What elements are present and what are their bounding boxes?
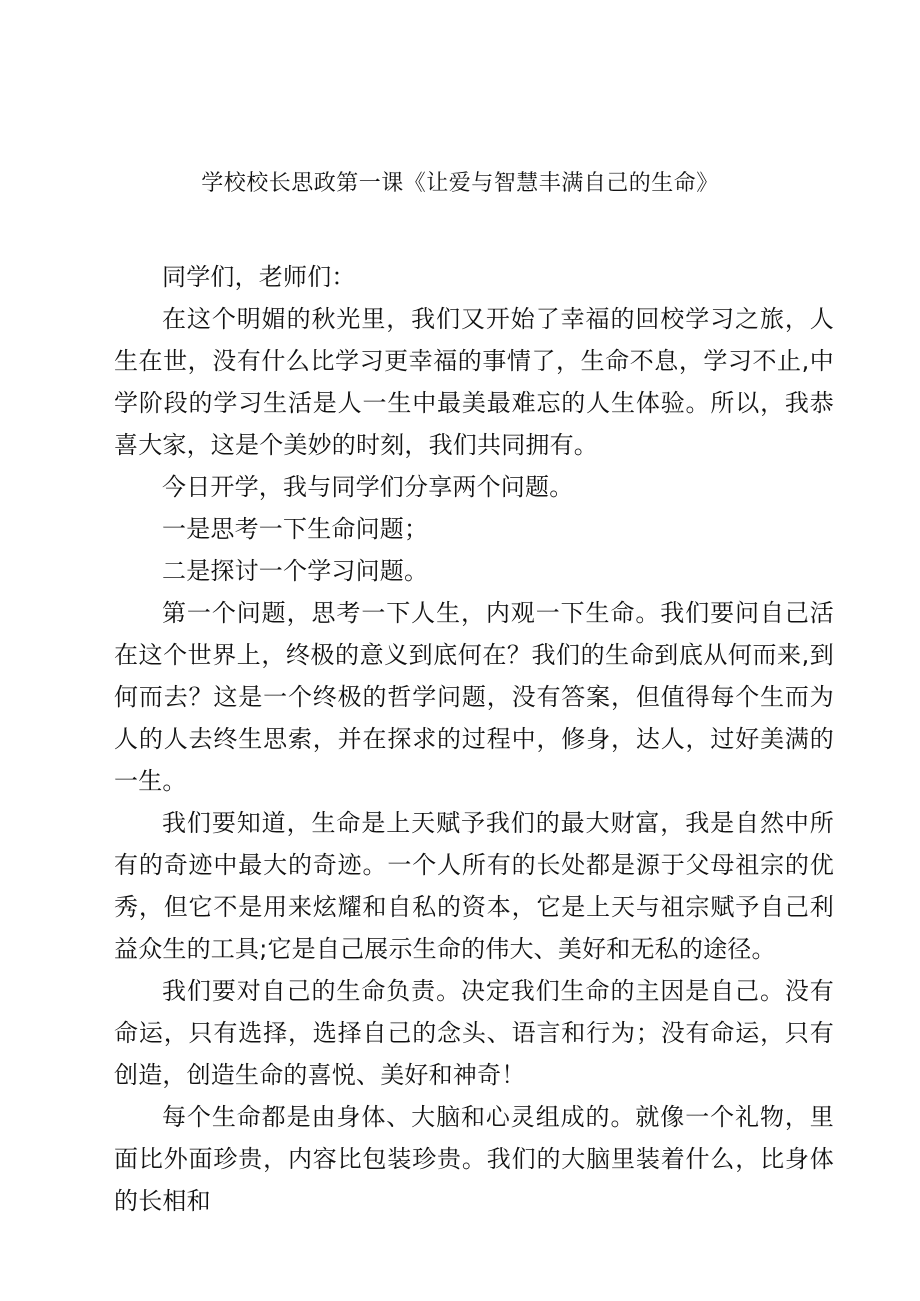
paragraph-topics-intro: 今日开学，我与同学们分享两个问题。 [162, 473, 574, 501]
document-title: 学校校长思政第一课《让爱与智慧丰满自己的生命》 [201, 171, 719, 196]
paragraph-first-question: 第一个问题，思考一下人生，内观一下生命。我们要问自己活在这个世界上，终极的意义到底何在？我们的生命到底从何而来,到何而去？这是一个终极的哲学问题，没有答案，但值得每个生而为人的人去终生思索，并在探求的过程中，修身，达人，过好美满的一生。 [114, 599, 834, 795]
paragraph-responsibility: 我们要对自己的生命负责。决定我们生命的主因是自己。没有命运，只有选择，选择自己的念头、语言和行为；没有命运，只有创造，创造生命的喜悦、美好和神奇！ [114, 977, 834, 1089]
paragraph-body-mind-heart: 每个生命都是由身体、大脑和心灵组成的。就像一个礼物，里面比外面珍贵，内容比包装珍贵。我们的大脑里装着什么，比身体的长相和 [114, 1103, 834, 1215]
paragraph-topic-one: 一是思考一下生命问题； [162, 515, 429, 543]
paragraph-opening: 在这个明媚的秋光里，我们又开始了幸福的回校学习之旅，人生在世，没有什么比学习更幸福的事情了，生命不息，学习不止,中学阶段的学习生活是人一生中最美最难忘的人生体验。所以，我恭喜大家，这是个美妙的时刻，我们共同拥有。 [114, 305, 834, 459]
paragraph-topic-two: 二是探讨一个学习问题。 [162, 557, 429, 585]
document-body [114, 256, 834, 1222]
paragraph-life-wealth: 我们要知道，生命是上天赋予我们的最大财富，我是自然中所有的奇迹中最大的奇迹。一个人所有的长处都是源于父母祖宗的优秀，但它不是用来炫耀和自私的资本，它是上天与祖宗赋予自己利益众生的工具;它是自己展示生命的伟大、美好和无私的途径。 [114, 809, 834, 963]
paragraph-greeting: 同学们，老师们： [162, 263, 356, 291]
